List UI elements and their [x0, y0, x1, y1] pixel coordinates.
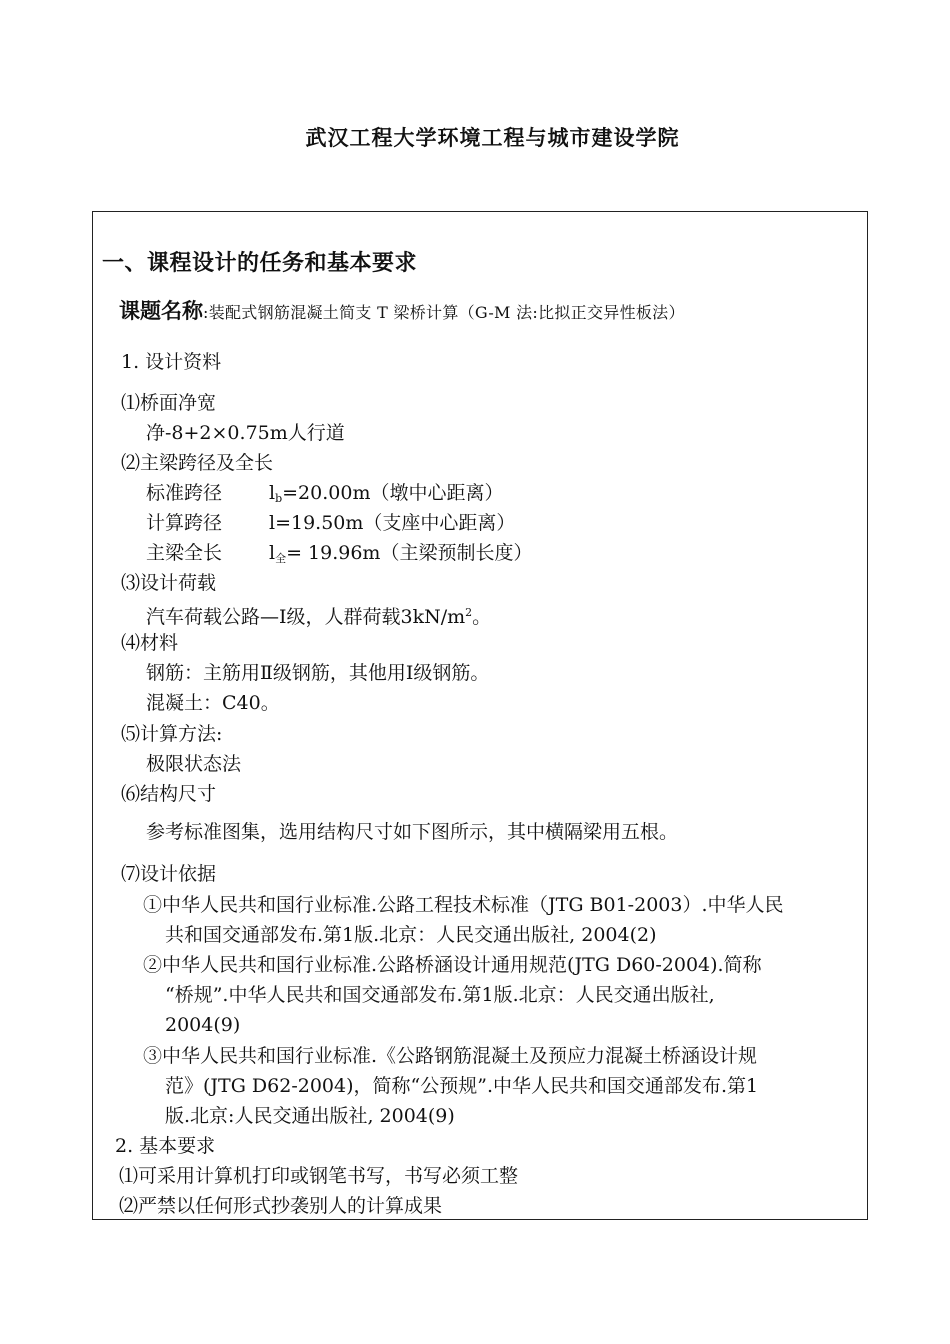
span-label: 主梁全长	[146, 542, 223, 564]
item-material-steel: 钢筋：主筋用Ⅱ级钢筋，其他用Ⅰ级钢筋。	[146, 662, 490, 684]
reference-2-line-2: “桥规”.中华人民共和国交通部发布.第1版.北京：人民交通出版社,	[165, 984, 715, 1006]
reference-3-line-2: 范》(JTG D62-2004)，简称“公预规”.中华人民共和国交通部发布.第1	[165, 1075, 759, 1097]
reference-2-line-3: 2004(9)	[165, 1014, 241, 1036]
topic-value: :装配式钢筋混凝土简支 T 梁桥计算（G-M 法:比拟正交异性板法）	[203, 303, 685, 322]
item-method-value: 极限状态法	[146, 753, 242, 775]
span-row-total	[146, 542, 532, 570]
item-material-title: ⑷材料	[121, 632, 179, 654]
item-load-value-row	[146, 602, 491, 628]
requirement-1: ⑴可采用计算机打印或钢笔书写，书写必须工整	[119, 1165, 519, 1187]
span-value: =19.50m（支座中心距离）	[275, 512, 516, 534]
item-load-end: 。	[472, 606, 492, 628]
span-row-standard	[146, 482, 503, 510]
item-load-superscript: 2	[465, 606, 473, 619]
span-value: = 19.96m（主梁预制长度）	[286, 542, 533, 564]
topic-row	[119, 300, 685, 324]
item-load-value: 汽车荷载公路—Ⅰ级，人群荷载3kN/m	[146, 606, 466, 628]
reference-3-line-1: ③中华人民共和国行业标准.《公路钢筋混凝土及预应力混凝土桥涵设计规	[143, 1045, 758, 1067]
span-value: =20.00m（墩中心距离）	[282, 482, 504, 504]
reference-1-line-2: 共和国交通部发布.第1版.北京：人民交通出版社, 2004(2)	[165, 924, 657, 946]
reference-2-line-1: ②中华人民共和国行业标准.公路桥涵设计通用规范(JTG D60-2004).简称	[143, 954, 762, 976]
item-load-title: ⑶设计荷载	[121, 572, 217, 594]
span-label: 计算跨径	[146, 512, 223, 534]
item-bridge-width-value: 净-8+2×0.75m人行道	[146, 422, 345, 444]
design-data-heading: 1. 设计资料	[121, 351, 222, 373]
span-label: 标准跨径	[146, 482, 223, 504]
task-table	[92, 211, 868, 1220]
span-symbol: l	[269, 482, 276, 504]
page-title: 武汉工程大学环境工程与城市建设学院	[305, 125, 680, 150]
item-method-title: ⑸计算方法:	[121, 723, 223, 745]
item-structure-value: 参考标准图集，选用结构尺寸如下图所示，其中横隔梁用五根。	[146, 821, 679, 843]
item-basis-title: ⑺设计依据	[121, 863, 217, 885]
span-symbol: l	[269, 512, 276, 534]
section-heading: 一、课程设计的任务和基本要求	[102, 250, 418, 276]
item-bridge-width-title: ⑴桥面净宽	[121, 392, 217, 414]
item-material-concrete: 混凝土：C40。	[146, 692, 280, 714]
span-subscript: 全	[275, 552, 287, 565]
reference-1-line-1: ①中华人民共和国行业标准.公路工程技术标准（JTG B01-2003）.中华人民	[143, 894, 784, 916]
reference-3-line-3: 版.北京:人民交通出版社, 2004(9)	[165, 1105, 455, 1127]
topic-label: 课题名称	[119, 298, 203, 323]
basic-requirements-heading: 2. 基本要求	[115, 1135, 216, 1157]
span-subscript: b	[275, 492, 283, 505]
span-symbol: l	[269, 542, 276, 564]
span-row-calculated	[146, 512, 515, 540]
requirement-2: ⑵严禁以任何形式抄袭别人的计算成果	[119, 1195, 443, 1217]
item-structure-title: ⑹结构尺寸	[121, 783, 217, 805]
item-span-title: ⑵主梁跨径及全长	[121, 452, 274, 474]
